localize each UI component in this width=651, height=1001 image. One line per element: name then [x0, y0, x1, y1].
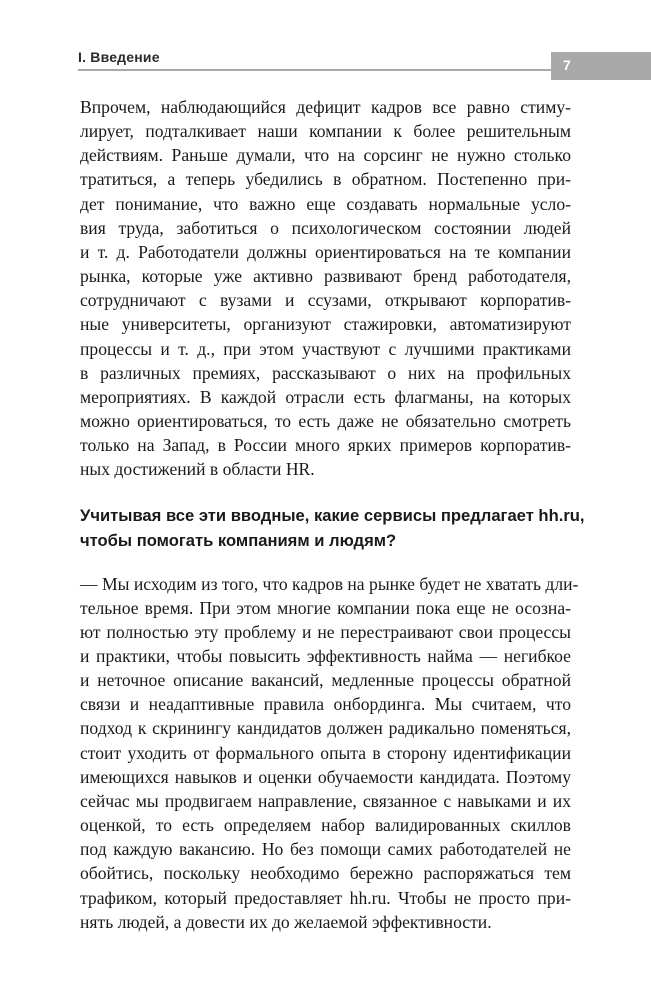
text-line: сейчас мы продвигаем направление, связанное с навыками и их	[80, 790, 571, 811]
text-line: и практики, чтобы повысить эффективность найма — негибкое	[80, 645, 571, 666]
running-header	[78, 48, 651, 73]
text-line: ных достижений в области HR.	[80, 459, 315, 480]
text-line: под каждую вакансию. Но без помощи самих работодателей не	[80, 839, 571, 860]
text-line: дет понимание, что важно еще создавать нормальные усло-	[80, 193, 571, 214]
text-line: имеющихся навыков и оценки обучаемости кандидата. Поэтому	[80, 766, 571, 787]
text-line: процессы и т. д., при этом участвуют с лучшими практиками	[80, 338, 571, 359]
text-line: в различных премиях, рассказывают о них на профильных	[80, 362, 571, 383]
text-line: можно ориентироваться, то есть даже не обязательно смотреть	[80, 411, 571, 432]
paragraph-1	[80, 95, 571, 482]
text-line: трафиком, который предоставляет hh.ru. Чтобы не просто при-	[80, 887, 571, 908]
text-line: тратиться, а теперь убедились в обратном. Постепенно при-	[80, 169, 571, 190]
text-line: подход к скринингу кандидатов должен радикально поменяться,	[80, 718, 571, 739]
text-line: действиям. Раньше думали, что на сорсинг не нужно столько	[80, 145, 571, 166]
text-line: сотрудничают с вузами и ссузами, открывают корпоратив-	[80, 290, 571, 311]
paragraph-2	[80, 572, 579, 934]
text-line: рынка, которые уже активно развивают бренд работодателя,	[80, 266, 571, 287]
text-line: нять людей, а довести их до желаемой эффективности.	[80, 911, 492, 932]
text-line: Впрочем, наблюдающийся дефицит кадров все равно стиму-	[80, 97, 571, 117]
text-line: связи и неадаптивные правила онбординга. Мы считаем, что	[80, 694, 571, 715]
text-line: и неточное описание вакансий, медленные процессы обратной	[80, 670, 571, 691]
question-line: Учитывая все эти вводные, какие сервисы предлагает hh.ru,	[80, 505, 585, 525]
question-line: чтобы помогать компаниям и людям?	[80, 530, 397, 550]
text-line: лирует, подталкивает наши компании к более решительным	[80, 121, 571, 142]
text-line: оценкой, то есть определяем набор валидированных скиллов	[80, 815, 571, 836]
page-body	[80, 95, 585, 934]
page-number: 7	[563, 57, 571, 73]
text-line: — Мы исходим из того, что кадров на рынке будет не хватать дли-	[80, 573, 579, 594]
chapter-title: I. Введение	[78, 49, 160, 65]
interview-question	[80, 503, 585, 553]
page-number-box	[551, 52, 651, 80]
text-line: вия труда, заботиться о психологическом состоянии людей	[80, 217, 571, 238]
text-line: ные университеты, организуют стажировки, автоматизируют	[80, 314, 571, 335]
text-line: тельное время. При этом многие компании пока еще не осозна-	[80, 597, 571, 618]
text-line: мероприятиях. В каждой отрасли есть флагманы, на которых	[80, 386, 571, 407]
text-line: и т. д. Работодатели должны ориентироваться на те компании	[80, 241, 571, 262]
text-line: только на Запад, в России много ярких примеров корпоратив-	[80, 435, 571, 456]
text-line: обойтись, поскольку необходимо бережно распоряжаться тем	[80, 863, 571, 884]
text-line: ют полностью эту проблему и не перестраивают свои процессы	[80, 621, 571, 642]
text-line: стоит уходить от формального опыта в сторону идентификации	[80, 742, 571, 763]
